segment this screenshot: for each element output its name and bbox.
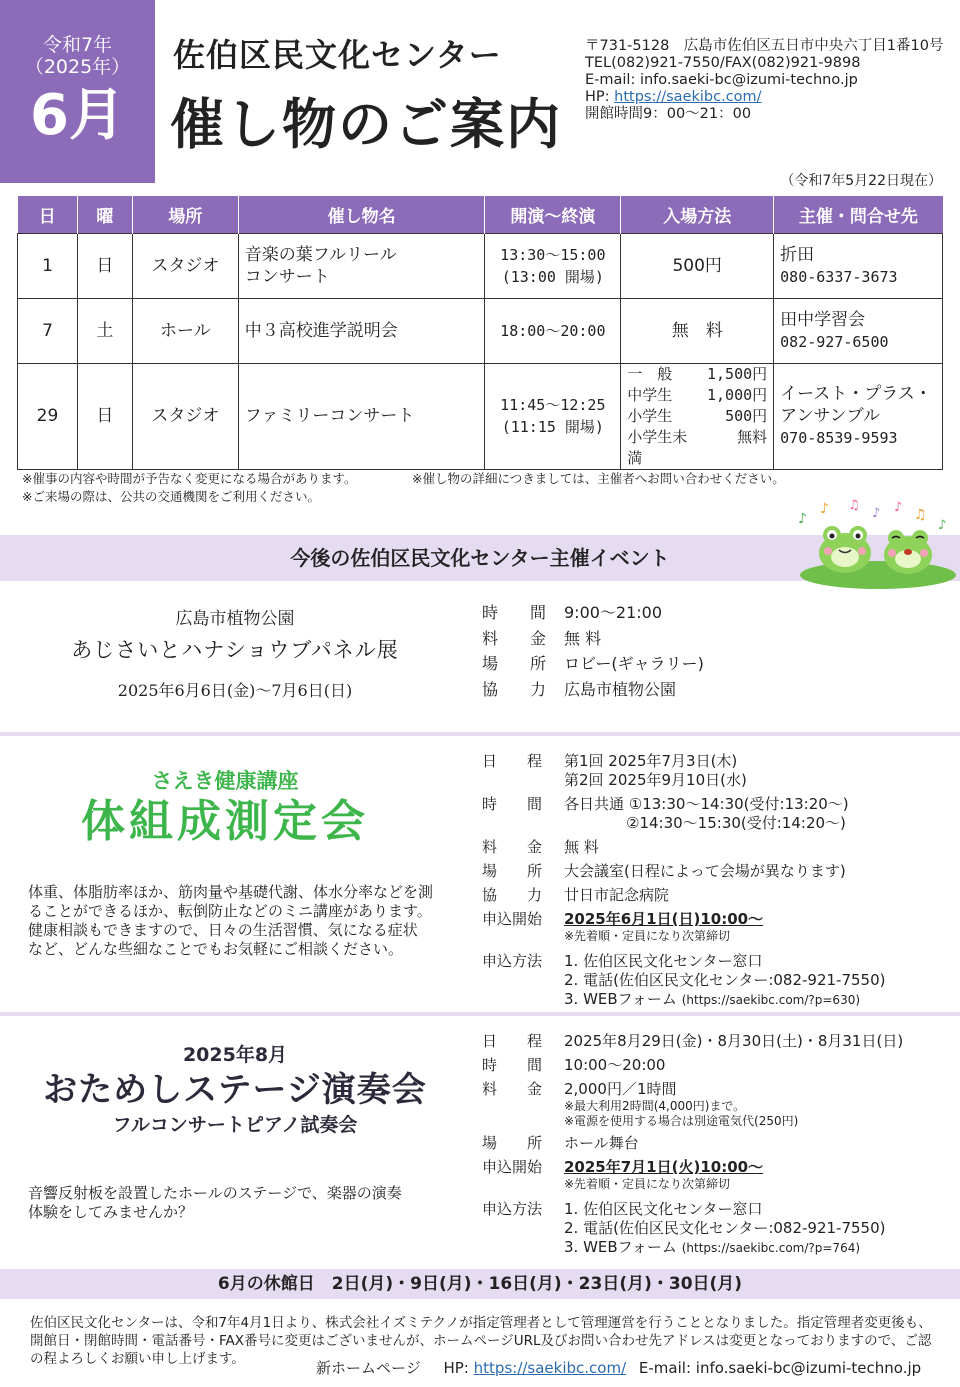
table-row (18, 363, 943, 469)
event1-org: 広島市植物公園 (175, 609, 295, 629)
notes (22, 470, 785, 506)
year-label: （2025年） (24, 56, 131, 78)
event1-panel (20, 607, 450, 703)
event3-subtitle: フルコンサートピアノ試奏会 (112, 1114, 358, 1136)
cell-place: ホール (132, 298, 238, 363)
cell-name: 中３高校進学説明会 (238, 298, 485, 363)
email: E-mail: info.saeki-bc@izumi-techno.jp (585, 72, 858, 88)
event3-title: おためしステージ演奏会 (43, 1070, 427, 1110)
tel-fax: TEL(082)921-7550/FAX(082)921-9898 (585, 55, 861, 71)
event3-panel (15, 1042, 455, 1138)
event2-description: 体重、体脂肪率ほか、筋肉量や基礎代謝、体水分率などを測 ることができるほか、転倒防止などのミニ講座があります。 健康相談もできますので、日々の生活習慣、気になる症状 など、どんな些細なことでもお気軽にご相談ください。 (28, 883, 434, 958)
col-header: 催し物名 (238, 196, 485, 233)
frog-right-icon (884, 530, 932, 574)
event3-details: 日 程 2025年8月29日(金)・8月30日(土)・8月31日(日) 時 間 10:00～20:00 料 金 2,000円／1時間 ※最大利用2時間(4,000円)まで。 ※電源を使用する場合は別途電気代(250円) 場 所 ホール舞台 申込開始 2025年7月1日(火)10:00～ ※先着順・定員になり次第締切 申込方法 1. 佐伯区民文化センター窓口 2. 電話(佐伯区民文化センター:082-921-7550) 3. WEBフォーム (https://saekibc.com/?p=764) (482, 1032, 904, 1256)
note: ※催し物の詳細につきましては、主催者へお問い合わせください。 (412, 471, 785, 486)
divider (0, 732, 960, 736)
new-hp-label: 新ホームページ (316, 1359, 421, 1377)
col-header: 曜 (77, 196, 132, 233)
opening-hours: 開館時間9：00～21：00 (585, 106, 752, 122)
cell-time: 13:30～15:00 (13:00 開場) (485, 233, 621, 298)
col-header: 場所 (132, 196, 238, 233)
event3-description: 音響反射板を設置したホールのステージで、楽器の演奏 体験をしてみませんか？ (28, 1184, 402, 1221)
table-row (18, 298, 943, 363)
cell-fee: 500円 (621, 233, 774, 298)
event3-date: 2025年8月 (182, 1044, 288, 1066)
month-badge (0, 0, 155, 183)
cell-dow: 土 (77, 298, 132, 363)
svg-text:♫: ♫ (848, 498, 860, 513)
frogs-illustration (790, 495, 960, 595)
cell-name: ファミリーコンサート (238, 363, 485, 469)
svg-text:♪: ♪ (820, 501, 829, 517)
cell-place: スタジオ (132, 233, 238, 298)
divider (0, 1012, 960, 1016)
events-band: 今後の佐伯区民文化センター主催イベント (0, 535, 960, 581)
contact-block (585, 38, 943, 123)
svg-text:♪: ♪ (938, 518, 947, 533)
cell-organizer: 折田 080-6337-3673 (774, 233, 943, 298)
event2-subtitle: さえき健康講座 (151, 769, 299, 793)
month-label: 6月 (30, 83, 125, 148)
footer-email: E-mail: info.saeki-bc@izumi-techno.jp (638, 1359, 922, 1377)
hp-label: HP: (585, 89, 610, 105)
cell-day: 29 (18, 363, 78, 469)
cell-place: スタジオ (132, 363, 238, 469)
cell-day: 1 (18, 233, 78, 298)
event1-period: 2025年6月6日(金)～7月6日(日) (117, 681, 353, 700)
footer-hp-label: HP: (443, 1359, 469, 1377)
cell-organizer: イースト・プラス・ アンサンブル 070-8539-9593 (774, 363, 943, 469)
footer-notice: 佐伯区民文化センターは、令和7年4月1日より、株式会社イズミテクノが指定管理者として管理運営を行うこととなりました。指定管理者変更後も、開館日・閉館時間・電話番号・FAX番号に変更はございませんが、ホームページURL及びお問い合わせ先アドレスは変更となっておりますので、ご認の程よろしくお願い申し上げます。 (30, 1315, 932, 1367)
event2-title: 体組成測定会 (81, 796, 369, 847)
cell-day: 7 (18, 298, 78, 363)
col-header: 日 (18, 196, 78, 233)
note: ※催事の内容や時間が予告なく変更になる場合があります。 (22, 471, 357, 486)
page-title: 催し物のご案内 (170, 93, 562, 156)
event1-title: あじさいとハナショウブパネル展 (71, 638, 399, 662)
note: ※ご来場の際は、公共の交通機関をご利用ください。 (22, 489, 320, 504)
footer-links (316, 1357, 921, 1378)
cell-dow: 日 (77, 363, 132, 469)
cell-organizer: 田中学習会 082-927-6500 (774, 298, 943, 363)
cell-time: 11:45～12:25 (11:15 開場) (485, 363, 621, 469)
cell-time: 18:00～20:00 (485, 298, 621, 363)
table-header-row (18, 196, 943, 233)
svg-text:♫: ♫ (914, 507, 927, 523)
era-label: 令和7年 (42, 34, 113, 56)
cell-fee: 無 料 (621, 298, 774, 363)
hp-link[interactable]: https://saekibc.com/ (614, 89, 762, 105)
closed-days-band: 6月の休館日 2日(月)・9日(月)・16日(月)・23日(月)・30日(月) (0, 1269, 960, 1299)
col-header: 開演～終演 (485, 196, 621, 233)
event2-panel (20, 768, 430, 850)
event2-details: 日 程 第1回 2025年7月3日(木) 第2回 2025年9月10日(水) 時 間 各日共通 ①13:30～14:30(受付:13:20～) ②14:30～15:30(受付:14:20～) 料 金 無 料 場 所 大会議室(日程によって会場が異なります) 協 力 廿日市記念病院 申込開始 2025年6月1日(日)10:00～ ※先着順・定員になり次第締切 申込方法 1. 佐伯区民文化センター窓口 2. 電話(佐伯区民文化センター:082-921-7550) 3. WEBフォーム (https://saekibc.com/?p=630) (482, 752, 886, 1008)
event1-details: 時 間 9:00～21:00 料 金 無 料 場 所 ロビー(ギャラリー) 協 力 広島市植物公園 (482, 603, 704, 699)
cell-name: 音楽の葉フルリール コンサート (238, 233, 485, 298)
col-header: 入場方法 (621, 196, 774, 233)
table-row (18, 233, 943, 298)
svg-text:♪: ♪ (894, 500, 903, 515)
address: 〒731-5128 広島市佐伯区五日市中央六丁目1番10号 (585, 38, 944, 54)
cell-fee: 一 般 1,500円 中学生 1,000円 小学生 500円 小学生未満 無料 (621, 363, 774, 469)
svg-text:♪: ♪ (798, 511, 807, 527)
schedule-table (17, 196, 943, 470)
frog-left-icon (819, 526, 871, 573)
footer-hp-link[interactable]: https://saekibc.com/ (473, 1359, 627, 1377)
venue-title: 佐伯区民文化センター (173, 36, 502, 74)
col-header: 主催・問合せ先 (774, 196, 943, 233)
svg-text:♪: ♪ (872, 506, 881, 521)
as-of-date: （令和7年5月22日現在） (780, 173, 942, 189)
cell-dow: 日 (77, 233, 132, 298)
